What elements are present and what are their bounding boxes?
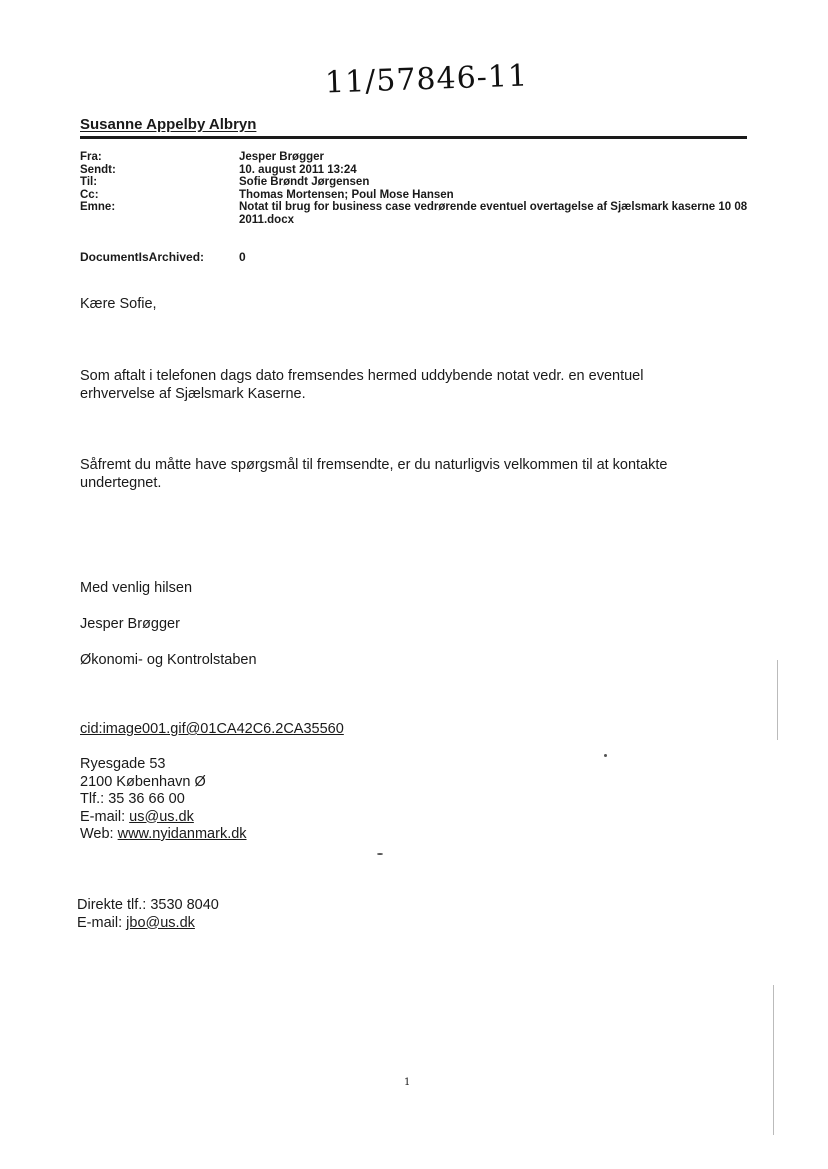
subject-value: Notat til brug for business case vedrørende eventuel overtagelse af Sjælsmark kaserne 10 08 2011.docx — [239, 201, 748, 226]
subject-label: Emne: — [80, 201, 116, 213]
signer-name: Jesper Brøgger — [80, 616, 180, 632]
header-row-from — [80, 151, 749, 164]
signature-image-link[interactable]: cid:image001.gif@01CA42C6.2CA35560 — [80, 721, 344, 737]
greeting: Kære Sofie, — [80, 296, 157, 312]
handwritten-case-number: 11/57846-11 — [324, 58, 529, 101]
department-name: Økonomi- og Kontrolstaben — [80, 652, 257, 668]
web-label: Web: — [80, 826, 118, 842]
direct-email-line — [77, 915, 219, 933]
header-row-to — [80, 176, 749, 189]
header-row-cc — [80, 189, 749, 202]
sent-value: 10. august 2011 13:24 — [239, 163, 357, 176]
direct-email-link[interactable]: jbo@us.dk — [126, 914, 195, 931]
mailbox-owner-name: Susanne Appelby Albryn — [80, 116, 257, 133]
web-line — [80, 826, 247, 844]
street: Ryesgade 53 — [80, 756, 166, 772]
direct-email-label: E-mail: — [77, 914, 127, 931]
scan-edge-line — [777, 660, 778, 740]
sent-label: Sendt: — [80, 163, 116, 176]
email-link[interactable]: us@us.dk — [129, 808, 194, 825]
archived-label: DocumentIsArchived: — [80, 250, 205, 264]
header-row-subject — [80, 201, 749, 226]
email-header-fields — [80, 151, 749, 226]
signature-address — [80, 756, 247, 844]
archived-field — [80, 250, 246, 264]
direct-contact — [77, 897, 219, 932]
phone: Tlf.: 35 36 66 00 — [80, 791, 185, 807]
body-paragraph-2: Såfremt du måtte have spørgsmål til fremsendte, er du naturligvis velkommen til at kontakte undertegnet. — [80, 457, 668, 491]
cc-label: Cc: — [80, 188, 99, 201]
body-paragraph-1: Som aftalt i telefonen dags dato fremsendes hermed uddybende notat vedr. en eventuel erhvervelse af Sjælsmark Kaserne. — [80, 368, 644, 402]
web-link[interactable]: www.nyidanmark.dk — [117, 826, 247, 842]
scan-edge-line — [773, 985, 774, 1135]
archived-value: 0 — [239, 250, 246, 264]
email-label: E-mail: — [80, 808, 130, 825]
scan-speck — [604, 754, 607, 757]
closing: Med venlig hilsen — [80, 580, 193, 596]
email-line — [80, 809, 247, 827]
cc-value: Thomas Mortensen; Poul Mose Hansen — [239, 188, 454, 201]
city: 2100 København Ø — [80, 773, 206, 790]
page-number: 1 — [404, 1077, 411, 1088]
header-divider — [80, 136, 747, 139]
from-label: Fra: — [80, 151, 102, 163]
scan-speck — [377, 853, 383, 855]
from-value: Jesper Brøgger — [239, 151, 325, 163]
to-label: Til: — [80, 176, 98, 188]
to-value: Sofie Brøndt Jørgensen — [239, 176, 370, 188]
direct-phone: Direkte tlf.: 3530 8040 — [77, 897, 219, 913]
header-row-sent — [80, 164, 749, 177]
